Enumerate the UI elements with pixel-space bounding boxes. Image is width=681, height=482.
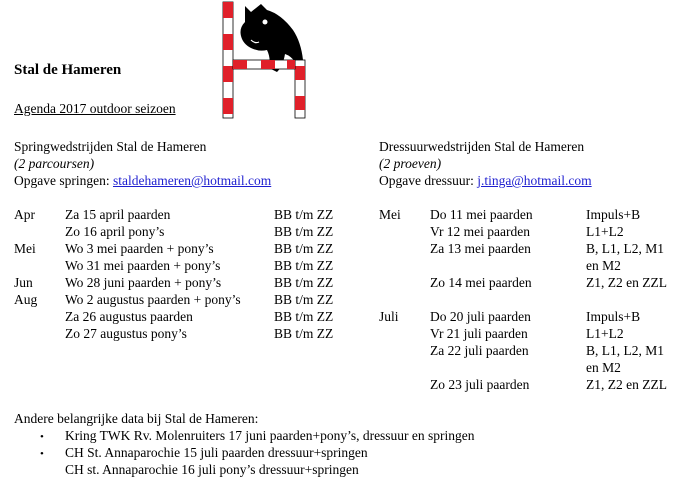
spring-event: Wo 3 mei paarden + pony’s — [65, 241, 214, 256]
dressuur-level: L1+L2 — [586, 326, 624, 341]
spring-opgave — [14, 173, 271, 189]
other-item: CH St. Annaparochie 15 juli paarden dressuur+springen — [65, 445, 368, 460]
dressuur-event: Vr 21 juli paarden — [430, 326, 528, 341]
spring-event: Za 15 april paarden — [65, 207, 171, 222]
stable-logo — [221, 0, 307, 120]
dressuur-level-cont: en M2 — [586, 360, 621, 375]
dressuur-event: Do 11 mei paarden — [430, 207, 533, 222]
spring-month: Mei — [14, 241, 36, 256]
spring-level: BB t/m ZZ — [274, 224, 334, 239]
spring-event: Zo 16 april pony’s — [65, 224, 165, 239]
dressuur-level: B, L1, L2, M1 — [586, 343, 665, 358]
spring-level: BB t/m ZZ — [274, 275, 334, 290]
agenda-heading: Agenda 2017 outdoor seizoen — [14, 101, 176, 116]
dressuur-subheading: (2 proeven) — [379, 156, 442, 171]
dressuur-month: Juli — [379, 309, 399, 324]
dressuur-level: Z1, Z2 en ZZL — [586, 275, 667, 290]
spring-email-link[interactable]: staldehameren@hotmail.com — [112, 173, 272, 188]
dressuur-level: Impuls+B — [586, 207, 641, 222]
dressuur-opgave — [379, 173, 592, 189]
spring-subheading: (2 parcoursen) — [14, 156, 95, 171]
spring-level: BB t/m ZZ — [274, 207, 334, 222]
dressuur-event: Zo 23 juli paarden — [430, 377, 530, 392]
dressuur-level: Impuls+B — [586, 309, 641, 324]
dressuur-event: Za 13 mei paarden — [430, 241, 531, 256]
other-item: Kring TWK Rv. Molenruiters 17 juni paarden+pony’s, dressuur en springen — [65, 428, 475, 443]
spring-level: BB t/m ZZ — [274, 292, 334, 307]
dressuur-opgave-label: Opgave dressuur: — [379, 173, 474, 188]
spring-event: Zo 27 augustus pony’s — [65, 326, 187, 341]
spring-event: Wo 2 augustus paarden + pony’s — [65, 292, 241, 307]
spring-opgave-label: Opgave springen: — [14, 173, 110, 188]
spring-event: Wo 31 mei paarden + pony’s — [65, 258, 221, 273]
dressuur-event: Zo 14 mei paarden — [430, 275, 532, 290]
spring-month: Jun — [14, 275, 33, 290]
dressuur-level: Z1, Z2 en ZZL — [586, 377, 667, 392]
bullet-icon: • — [40, 431, 44, 443]
other-heading: Andere belangrijke data bij Stal de Hameren: — [14, 411, 259, 426]
spring-level: BB t/m ZZ — [274, 309, 334, 324]
spring-event: Wo 28 juni paarden + pony’s — [65, 275, 222, 290]
dressuur-email-link[interactable]: j.tinga@hotmail.com — [477, 173, 592, 188]
bullet-icon: • — [40, 448, 44, 460]
dressuur-level-cont: en M2 — [586, 258, 621, 273]
spring-month: Aug — [14, 292, 38, 307]
page-title: Stal de Hameren — [14, 62, 122, 78]
dressuur-level: L1+L2 — [586, 224, 624, 239]
spring-level: BB t/m ZZ — [274, 241, 334, 256]
spring-month: Apr — [14, 207, 35, 222]
spring-level: BB t/m ZZ — [274, 258, 334, 273]
spring-heading: Springwedstrijden Stal de Hameren — [14, 139, 207, 154]
spring-level: BB t/m ZZ — [274, 326, 334, 341]
dressuur-event: Vr 12 mei paarden — [430, 224, 531, 239]
dressuur-heading: Dressuurwedstrijden Stal de Hameren — [379, 139, 585, 154]
dressuur-event: Do 20 juli paarden — [430, 309, 531, 324]
dressuur-level: B, L1, L2, M1 — [586, 241, 665, 256]
other-item-continuation: CH st. Annaparochie 16 juli pony’s dressuur+springen — [65, 462, 359, 477]
dressuur-month: Mei — [379, 207, 401, 222]
dressuur-event: Za 22 juli paarden — [430, 343, 529, 358]
spring-event: Za 26 augustus paarden — [65, 309, 193, 324]
